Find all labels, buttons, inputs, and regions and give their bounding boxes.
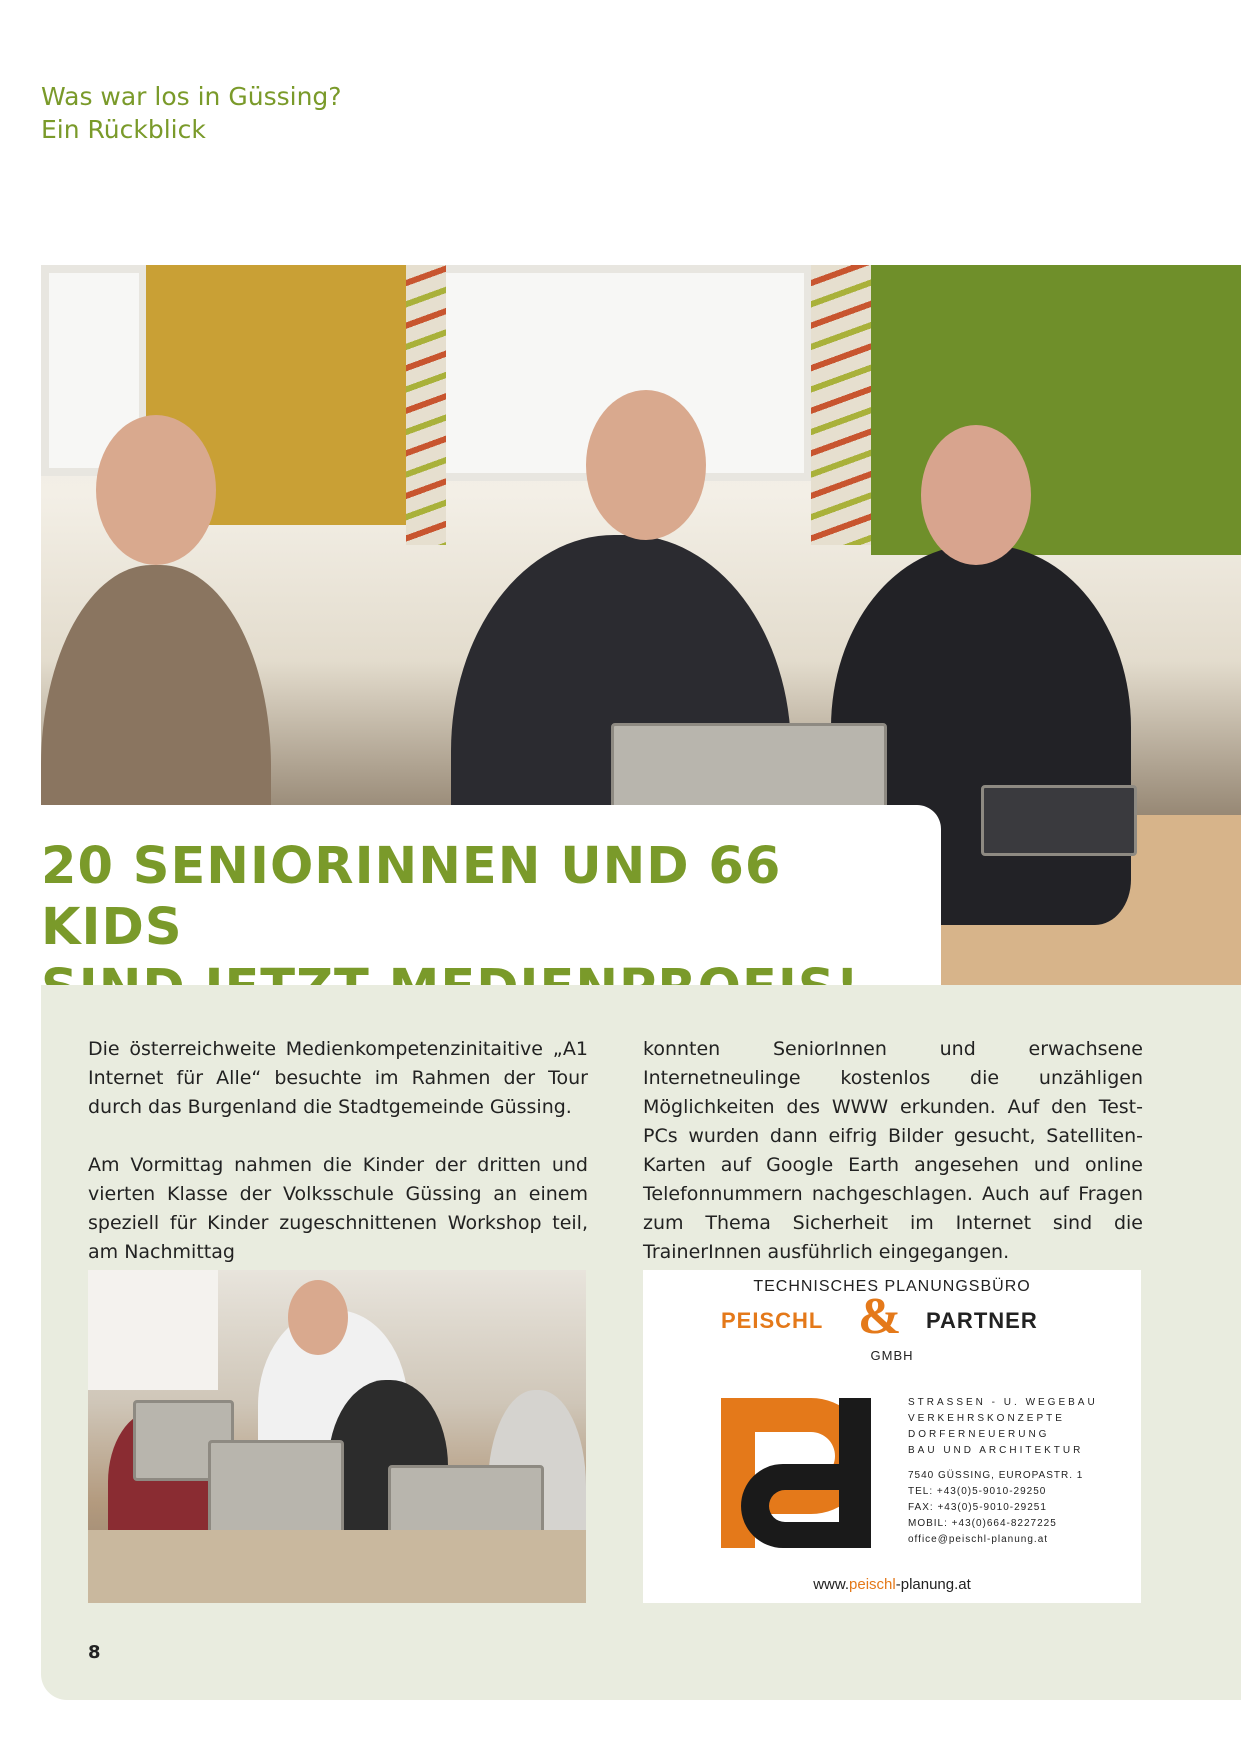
- company-logo-icon: [721, 1398, 871, 1548]
- kicker-line-1: Was war los in Güssing?: [41, 82, 342, 111]
- ad-services-list: [908, 1395, 1098, 1459]
- person-man-center-head: [586, 390, 706, 540]
- ad-tagline: TECHNISCHES PLANUNGSBÜRO: [753, 1278, 1031, 1295]
- headline-line-1: 20 SENIORINNEN UND 66 KIDS: [41, 837, 782, 957]
- paragraph-morning: Am Vormittag nahmen die Kinder der dritten und vierten Klasse der Volksschule Güssing an einem speziell für Kinder zugeschnittenen Workshop teil, am Nachmittag: [88, 1154, 588, 1263]
- article-column-1: [88, 1035, 588, 1267]
- paragraph-afternoon: konnten SeniorInnen und erwachsene Internetneulinge kostenlos die unzähligen Möglichkeiten des WWW erkunden. Auf den Test-PCs wurden dann eifrig Bilder gesucht, Satelliten-Karten auf Google Earth angesehen und online Telefonnummern nachgeschlagen. Auch auf Fragen zum Thema Sicherheit im Internet sind die TrainerInnen ausführlich eingegangen.: [643, 1038, 1143, 1263]
- ad-contact-list: [908, 1468, 1083, 1548]
- ad-fax: FAX: +43(0)5-9010-29251: [908, 1502, 1047, 1513]
- kicker-line-2: Ein Rückblick: [41, 115, 206, 144]
- paragraph-intro: Die österreichweite Medienkompetenzinitaitive „A1 Internet für Alle“ besuchte im Rahmen der Tour durch das Burgenland die Stadtgemeinde Güssing.: [88, 1038, 588, 1118]
- person-woman-head: [96, 415, 216, 565]
- ad-service-item: VERKEHRSKONZEPTE: [908, 1413, 1065, 1424]
- curtain-pattern-left: [406, 265, 446, 545]
- ad-url-highlight: peischl: [849, 1576, 896, 1593]
- ad-email-link[interactable]: office@peischl-planung.at: [908, 1534, 1049, 1545]
- ad-brand-left: PEISCHL: [721, 1308, 824, 1333]
- workshop-table: [88, 1530, 586, 1603]
- laptop-right: [981, 785, 1137, 856]
- whiteboard: [88, 1270, 218, 1390]
- ad-address: 7540 GÜSSING, EUROPASTR. 1: [908, 1470, 1084, 1481]
- person-man-right-head: [921, 425, 1031, 565]
- ad-service-item: BAU UND ARCHITEKTUR: [908, 1445, 1084, 1456]
- ad-gmbh: GMBH: [870, 1348, 914, 1363]
- workshop-photo: [88, 1270, 586, 1603]
- ad-service-item: DORFERNEUERUNG: [908, 1429, 1050, 1440]
- section-kicker: [41, 80, 342, 146]
- ad-url-prefix: www.: [813, 1576, 850, 1593]
- ad-url-suffix: -planung.at: [895, 1576, 971, 1593]
- ad-website-link[interactable]: [643, 1576, 1141, 1593]
- ad-mobile: MOBIL: +43(0)664-8227225: [908, 1518, 1057, 1529]
- ad-phone: TEL: +43(0)5-9010-29250: [908, 1486, 1047, 1497]
- ad-ampersand: &: [858, 1288, 902, 1345]
- page-number: 8: [88, 1642, 101, 1663]
- curtain-pattern-right: [811, 265, 876, 545]
- ad-brand-right: PARTNER: [926, 1308, 1038, 1333]
- trainer-head: [288, 1280, 348, 1355]
- workshop-laptop-2: [208, 1440, 344, 1541]
- advertisement: [643, 1270, 1141, 1603]
- ad-service-item: STRASSEN - U. WEGEBAU: [908, 1397, 1098, 1408]
- article-column-2: [643, 1035, 1143, 1267]
